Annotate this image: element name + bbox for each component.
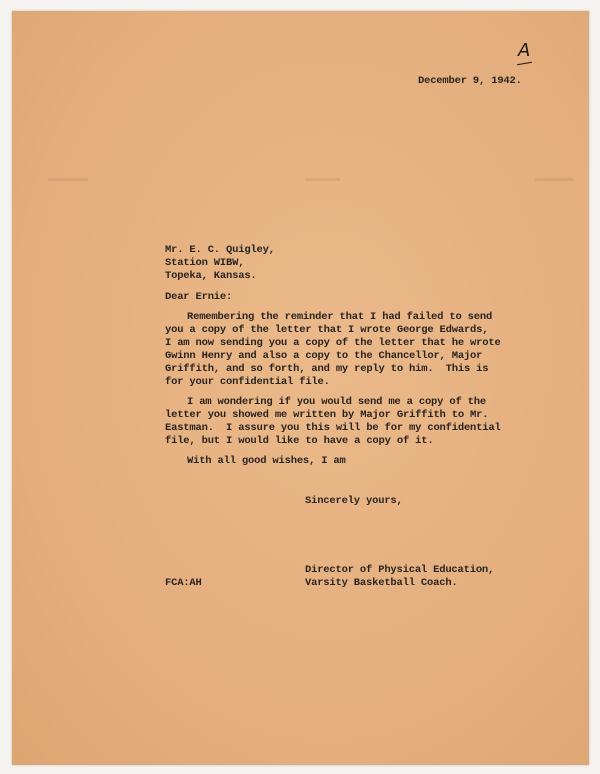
body-line: file, but I would like to have a copy of it. (165, 435, 434, 447)
signature-title: Director of Physical Education, (305, 564, 495, 576)
body-line: I am now sending you a copy of the letter that he wrote (165, 337, 501, 349)
recipient-line: Mr. E. C. Quigley, (165, 244, 275, 256)
bleed-through-mark (535, 178, 573, 181)
letter-date: December 9, 1942. (418, 75, 522, 87)
body-line: Gwinn Henry and also a copy to the Chancellor, Major (165, 350, 483, 362)
body-line: for your confidential file. (165, 376, 330, 388)
body-line: Remembering the reminder that I had failed to send (187, 311, 493, 323)
body-line: letter you showed me written by Major Griffith to Mr. (165, 409, 489, 421)
body-line: Griffith, and so forth, and my reply to him. This is (165, 363, 489, 375)
salutation: Dear Ernie: (165, 291, 233, 303)
paragraph-3: With all good wishes, I am (187, 455, 346, 467)
bleed-through-mark (48, 178, 88, 181)
closing: Sincerely yours, (305, 495, 403, 507)
corner-mark: A (518, 40, 531, 61)
recipient-line: Topeka, Kansas. (165, 270, 257, 282)
recipient-line: Station WIBW, (165, 257, 245, 269)
body-line: Eastman. I assure you this will be for my confidential (165, 422, 501, 434)
reference-initials: FCA:AH (165, 577, 202, 589)
body-line: you a copy of the letter that I wrote George Edwards, (165, 324, 489, 336)
body-line: I am wondering if you would send me a copy of the (187, 396, 486, 408)
bleed-through-mark (305, 178, 340, 181)
signature-title: Varsity Basketball Coach. (305, 577, 458, 589)
